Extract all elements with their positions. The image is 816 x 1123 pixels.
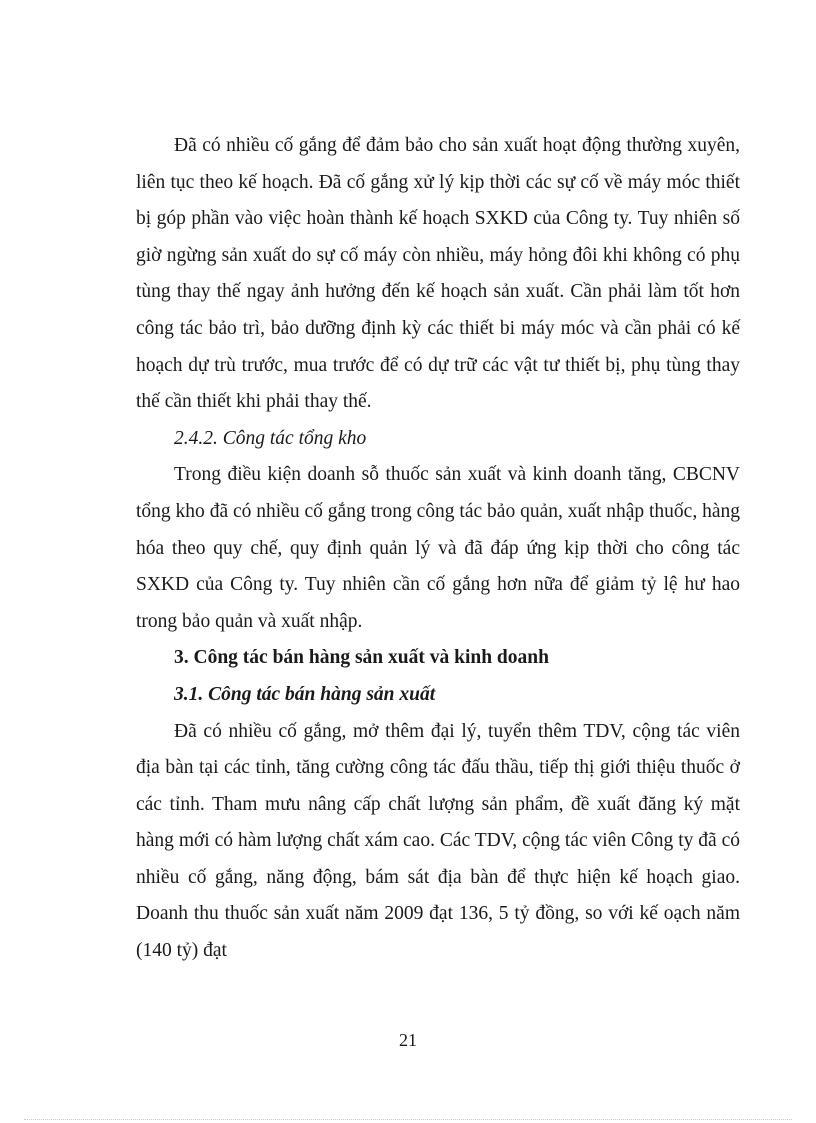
page-number: 21 <box>399 1030 417 1050</box>
paragraph-warehouse: Trong điều kiện doanh sỗ thuốc sản xuất và kinh doanh tăng, CBCNV tổng kho đã có nhiều cố gắng trong công tác bảo quản, xuất nhập thuốc, hàng hóa theo quy chế, quy định quản lý và đã đáp ứng kịp thời cho công tác SXKD của Công ty. Tuy nhiên cần cố gắng hơn nữa để giảm tỷ lệ hư hao trong bảo quản và xuất nhập. <box>136 464 740 632</box>
paragraph-maintenance: Đã có nhiều cố gắng để đảm bảo cho sản xuất hoạt động thường xuyên, liên tục theo kế hoạch. Đã cố gắng xử lý kịp thời các sự cố về máy móc thiết bị góp phần vào việc hoàn thành kế hoạch SXKD của Công ty. Tuy nhiên số giờ ngừng sản xuất do sự cố máy còn nhiều, máy hỏng đôi khi không có phụ tùng thay thế ngay ảnh hưởng đến kế hoạch sản xuất. Cần phải làm tốt hơn công tác bảo trì, bảo dưỡng định kỳ các thiết bi máy móc và cần phải có kế hoạch dự trù trước, mua trước để có dự trữ các vật tư thiết bị, phụ tùng thay thế cần thiết khi phải thay thế. <box>136 135 740 413</box>
heading-3-1: 3.1. Công tác bán hàng sản xuất <box>174 683 436 705</box>
heading-3: 3. Công tác bán hàng sản xuất và kinh doanh <box>174 647 549 669</box>
paragraph-sales: Đã có nhiều cố gắng, mở thêm đại lý, tuyển thêm TDV, cộng tác viên địa bàn tại các tỉnh, tăng cường công tác đấu thầu, tiếp thị giới thiệu thuốc ở các tỉnh. Tham mưu nâng cấp chất lượng sản phẩm, đề xuất đăng ký mặt hàng mới có hàm lượng chất xám cao. Các TDV, cộng tác viên Công ty đã có nhiều cố gắng, năng động, bám sát địa bàn để thực hiện kế hoạch giao. Doanh thu thuốc sản xuất năm 2009 đạt 136, 5 tỷ đồng, so với kế oạch năm (140 tỷ) đạt <box>136 720 740 962</box>
page-body <box>136 128 740 970</box>
heading-2-4-2: 2.4.2. Công tác tổng kho <box>174 427 367 449</box>
page-bottom-divider <box>24 1119 792 1120</box>
